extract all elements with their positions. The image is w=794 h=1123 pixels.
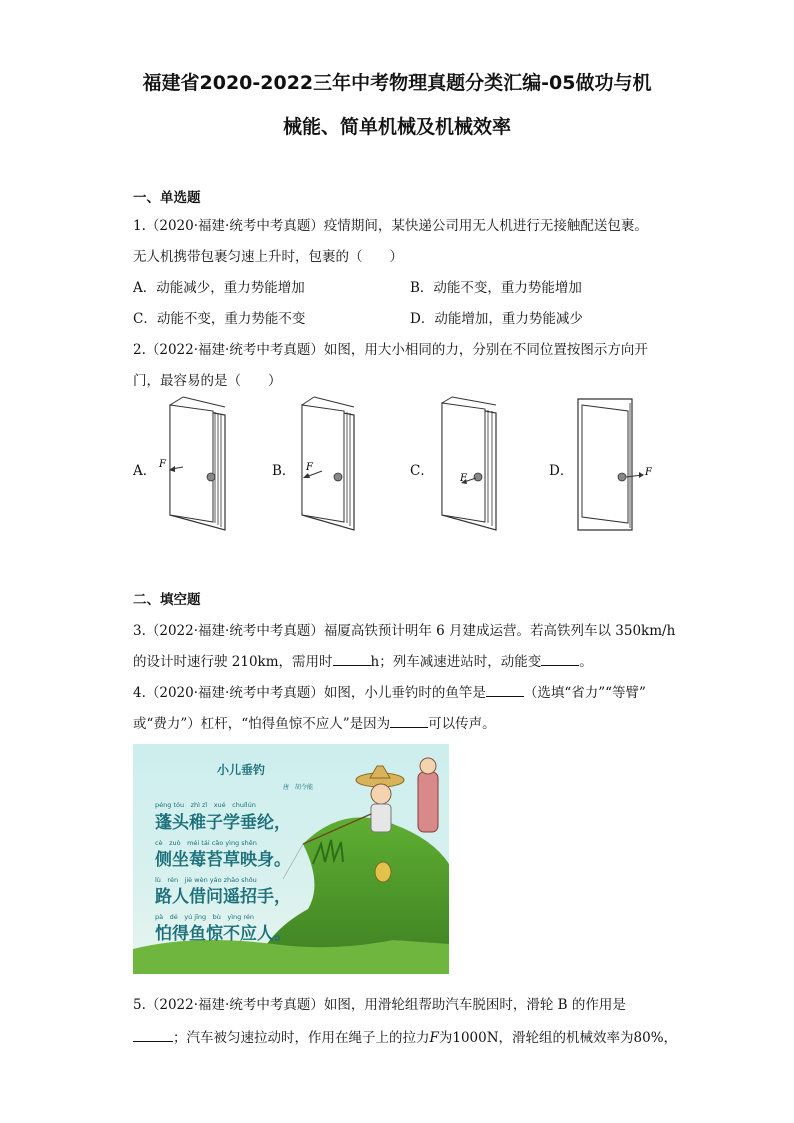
q1-option-d: D．动能增加，重力势能减少 [410, 311, 583, 327]
poem-pinyin-1: péng tóu zhì zǐ xué chuílún [155, 801, 256, 809]
q1-option-c: C．动能不变，重力势能不变 [133, 311, 306, 327]
q4-text-a: 4.（2020·福建·统考中考真题）如图，小儿垂钓时的鱼竿是 [133, 685, 486, 701]
section-single-choice: 一、单选题 [133, 190, 201, 206]
q1-stem-line1: 1.（2020·福建·统考中考真题）疫情期间，某快递公司用无人机进行无接触配送包裹。 [133, 218, 648, 234]
page-title-line1: 福建省2020-2022三年中考物理真题分类汇编-05做功与机 [142, 72, 652, 94]
q4-stem-line2 [133, 712, 496, 732]
q1-option-b: B．动能不变，重力势能增加 [410, 280, 582, 296]
q4-stem-line1 [133, 681, 646, 701]
poem-pinyin-4: pà dé yú jīng bù yìng rén [155, 913, 254, 921]
poem-line-3: 路人借问遥招手， [155, 887, 291, 907]
section-fill-in: 二、填空题 [133, 592, 201, 608]
door-figure-b [292, 395, 372, 535]
q3-text-b: h；列车减速进站时，动能变 [370, 654, 542, 670]
q5-force-symbol: F [429, 1030, 439, 1046]
q4-text-b: （选填“省力”“等臂” [523, 685, 646, 701]
q2-stem-line2: 门，最容易的是（ ） [133, 373, 282, 389]
q3-text-c: 。 [579, 654, 593, 670]
poem-line-4: 怕得鱼惊不应人。 [155, 924, 291, 944]
q5-stem-line1: 5.（2022·福建·统考中考真题）如图，用滑轮组帮助汽车脱困时，滑轮 B 的作用是 [133, 997, 626, 1013]
force-label-a: F [159, 459, 166, 470]
poem-author: 唐 胡令能 [283, 784, 314, 791]
q5-text-a: ；汽车被匀速拉动时，作用在绳子上的拉力 [173, 1030, 430, 1046]
q3-blank-2[interactable] [541, 653, 579, 666]
poem-line-2: 侧坐莓苔草映身。 [155, 850, 291, 870]
q5-text-b: 为1000N，滑轮组的机械效率为80%， [438, 1030, 678, 1046]
door-figure-d [570, 395, 660, 535]
force-label-b: F [306, 462, 313, 473]
force-label-d: F [645, 467, 652, 478]
poem-title: 小儿垂钓 [217, 763, 266, 777]
q4-text-c: 或“费力”）杠杆，“怕得鱼惊不应人”是因为 [133, 716, 391, 732]
q3-blank-1[interactable] [333, 653, 371, 666]
q2-option-a-label: A． [133, 463, 157, 479]
door-figure-a [155, 395, 235, 535]
poem-pinyin-3: lù rén jiè wèn yáo zhāo shǒu [155, 876, 257, 884]
q3-stem-line1: 3.（2022·福建·统考中考真题）福厦高铁预计明年 6 月建成运营。若高铁列车以 350km/h [133, 623, 676, 639]
q2-option-b-label: B． [272, 463, 296, 479]
q1-option-a: A．动能减少，重力势能增加 [133, 280, 305, 296]
q4-blank-1[interactable] [486, 684, 524, 697]
page-title-line2: 械能、简单机械及机械效率 [282, 116, 511, 138]
poem-illustration [133, 744, 449, 974]
q2-option-d-label: D． [549, 463, 574, 479]
q3-stem-line2 [133, 650, 593, 670]
poem-line-1: 蓬头稚子学垂纶， [155, 813, 291, 833]
q2-option-c-label: C． [410, 463, 434, 479]
q1-stem-line2: 无人机携带包裹匀速上升时，包裹的（ ） [133, 249, 403, 265]
q5-blank-1[interactable] [133, 1029, 173, 1042]
q5-stem-line2 [133, 1026, 677, 1046]
poem-pinyin-2: cè zuò méi tái cǎo yìng shēn [155, 839, 257, 847]
q4-blank-2[interactable] [390, 715, 428, 728]
q2-stem-line1: 2.（2022·福建·统考中考真题）如图，用大小相同的力，分别在不同位置按图示方向开 [133, 342, 648, 358]
q3-text-a: 的设计时速行驶 210km，需用时 [133, 654, 333, 670]
force-label-c: F [460, 473, 467, 484]
door-figure-c [430, 395, 510, 535]
q4-text-d: 可以传声。 [428, 716, 496, 732]
